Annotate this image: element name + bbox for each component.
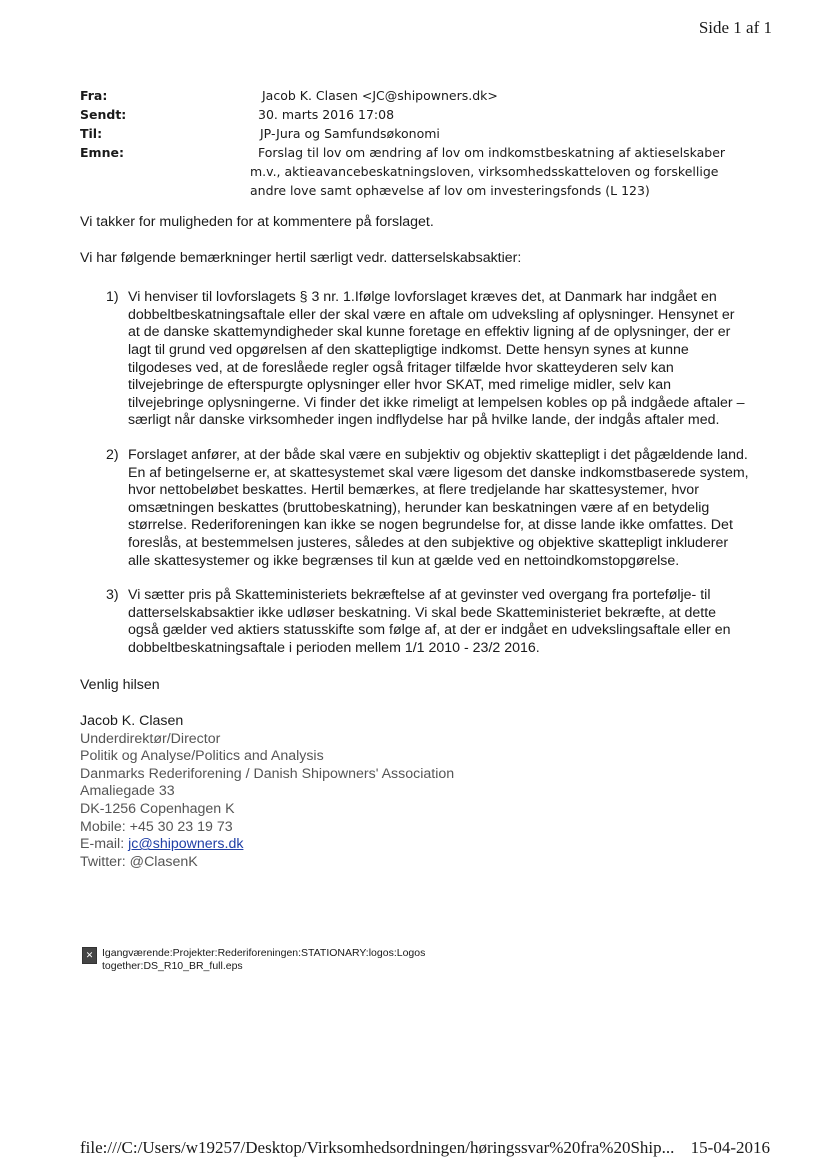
signature-title: Underdirektør/Director	[80, 730, 221, 747]
list-item-number: 3)	[106, 587, 119, 604]
signature-email-row	[80, 836, 750, 854]
subject-row	[80, 143, 760, 200]
signature-block	[80, 713, 750, 871]
email-body	[80, 214, 750, 871]
logo-path-line-1: Igangværende:Projekter:Rederiforeningen:STATIONARY:logos:Logos	[102, 947, 426, 959]
signature-twitter: Twitter: @ClasenK	[80, 853, 198, 870]
list-item-number: 2)	[106, 446, 119, 463]
closing-greeting: Venlig hilsen	[80, 677, 160, 694]
to-row	[80, 124, 760, 143]
email-link[interactable]: jc@shipowners.dk	[128, 836, 244, 853]
email-header	[80, 86, 760, 200]
list-item-text: Vi henviser til lovforslagets § 3 nr. 1.Ifølge lovforslaget kræves det, at Danmark har indgået en dobbeltbeskatningsaftale eller der skal være en aftale om udveksling af oplysninger. Hensynet er at de danske skattemyndigheder skal kunne foretage en effektiv ligning af de oplysninger, der er lagt til grund ved opgørelsen af den skattepligtige indkomst. Dette hensyn synes at kunne tilgodeses ved, at de foreslåede regler også fritager tilfælde hvor skatteyderen selv kan tilvejebringe de efterspurgte oplysninger eller hvor SKAT, med rimelige midler, selv kan tilvejebringe oplysningerne. Vi finder det ikke rimeligt at lempelsen kobles op på indgåede aftaler – særligt når danske virksomheder ingen indflydelse har på hvilke lande, der indgås aftaler med.	[128, 289, 745, 429]
intro-paragraph-2: Vi har følgende bemærkninger hertil særligt vedr. datterselskabsaktier:	[80, 249, 522, 266]
subject-line-3: andre love samt ophævelse af lov om investeringsfonds (L 123)	[250, 183, 650, 198]
footer-date: 15-04-2016	[690, 1138, 770, 1157]
signature-organization: Danmarks Rederiforening / Danish Shipowners' Association	[80, 765, 455, 782]
from-value: Jacob K. Clasen <JC@shipowners.dk>	[262, 88, 498, 103]
sent-value: 30. marts 2016 17:08	[258, 107, 395, 122]
list-item-text: Forslaget anfører, at der både skal være en subjektiv og objektiv skattepligt i det pågældende land. En af betingelserne er, at skattesystemet skal være ligesom det danske indkomstbaserede system, hvor nettobeløbet beskattes. Hertil bemærkes, at flere tredjelande har skattesystemer, hvor omsætningen beskattes (bruttobeskatning), herunder kan beskatningen være af en betydelig størrelse. Rederiforeningen kan ikke se nogen begrundelse for, at disse lande ikke omfattes. Det foreslås, at bestemmelsen justeres, således at den subjektive og objektive skattepligt inkluderer alle skattesystemer og ikke begrænses til kun at gælde ved en nettoindkomstopgørelse.	[128, 446, 749, 569]
signature-mobile: Mobile: +45 30 23 19 73	[80, 818, 233, 835]
signature-department: Politik og Analyse/Politics and Analysis	[80, 748, 324, 765]
logo-path	[102, 947, 425, 973]
list-item	[106, 447, 750, 570]
list-item-number: 1)	[106, 289, 119, 306]
page-footer	[80, 1138, 770, 1158]
intro-paragraph-1: Vi takker for muligheden for at kommentere på forslaget.	[80, 214, 434, 230]
signature-name: Jacob K. Clasen	[80, 713, 184, 730]
list-item-text: Vi sætter pris på Skatteministeriets bekræftelse af at gevinster ved overgang fra portefølje- til datterselskabsaktier ikke udløser beskatning. Vi skal bede Skatteministeriet bekræfte, at dette også gælder ved aktiers statusskifte som følge af, at der er indgået en udvekslingsaftale eller en dobbeltbeskatningsaftale i perioden mellem 1/1 2010 - 23/2 2016.	[128, 587, 731, 656]
signature-city: DK-1256 Copenhagen K	[80, 801, 235, 818]
subject-value	[250, 143, 760, 200]
footer-file-path: file:///C:/Users/w19257/Desktop/Virksomhedsordningen/høringssvar%20fra%20Ship...	[80, 1138, 675, 1157]
logo-path-line-2: together:DS_R10_BR_full.eps	[102, 960, 243, 972]
email-label: E-mail:	[80, 836, 129, 853]
to-value: JP-Jura og Samfundsøkonomi	[260, 126, 440, 141]
sent-row	[80, 105, 760, 124]
subject-label: Emne:	[80, 145, 124, 160]
signature-street: Amaliegade 33	[80, 783, 175, 800]
list-item	[106, 587, 750, 657]
sent-label: Sendt:	[80, 107, 127, 122]
from-row	[80, 86, 760, 105]
from-label: Fra:	[80, 88, 108, 103]
missing-logo-reference	[82, 947, 502, 973]
broken-image-icon: ✕	[82, 947, 97, 964]
to-label: Til:	[80, 126, 103, 141]
list-item	[106, 289, 750, 430]
subject-line-2: m.v., aktieavancebeskatningsloven, virksomhedsskatteloven og forskellige	[250, 164, 719, 179]
page-number: Side 1 af 1	[698, 18, 772, 37]
remarks-list	[80, 289, 750, 657]
subject-line-1: Forslag til lov om ændring af lov om indkomstbeskatning af aktieselskaber	[258, 145, 726, 160]
